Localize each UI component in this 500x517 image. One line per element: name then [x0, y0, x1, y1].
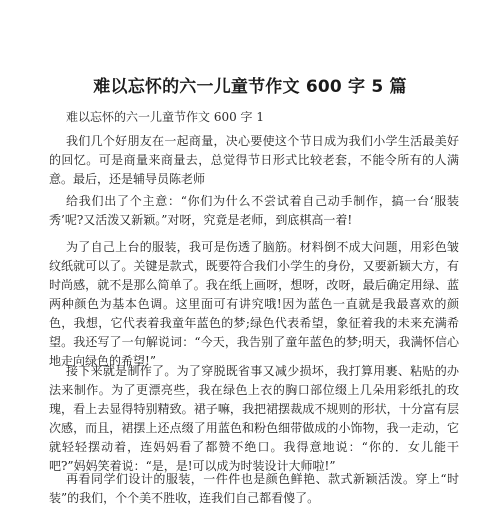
paragraph: 给我们出了个主意：“你们为什么不尝试着自己动手制作，搞一台‘服装秀’呢?又活泼又新颖。”对呀，究竟是老师，到底棋高一着! [49, 194, 459, 227]
document-title: 难以忘怀的六一儿童节作文 600 字 5 篇 [93, 77, 407, 97]
paragraph: 我们几个好朋友在一起商量，决心要使这个节日成为我们小学生活最美好的回忆。可是商量来商量去，总觉得节日形式比较老套，不能令所有的人满意。最后，还是辅导员陈老师 [49, 134, 459, 186]
paragraph: 接下来就是制作了。为了穿脱既省事又减少损坏，我打算用裹、粘贴的办法来制作。为了更漂亮些，我在绿色上衣的胸口部位缀上几朵用彩纸扎的玫瑰，看上去显得特别精致。裙子嘛，我把裙摆裁成不规则的形状，十分富有层次感，而且，裙摆上还点缀了用蓝色和粉色细带做成的小饰物，我一走动，它就轻轻摆动着，连妈妈看了都赞不绝口。我得意地说：“你的．女儿能干吧?”妈妈笑着说：“是，是!可以成为时装设计大师啦!” [49, 364, 459, 473]
paragraph: 再看同学们设计的服装，一件件也是颜色鲜艳、款式新颖活泼。穿上“时装”的我们，个个美不胜收，连我们自己都看傻了。 [49, 472, 459, 505]
essay-subtitle: 难以忘怀的六一儿童节作文 600 字 1 [66, 110, 264, 124]
paragraph: 为了自己上台的服装，我可是伤透了脑筋。材料倒不成大问题，用彩色皱纹纸就可以了。关键是款式，既要符合我们小学生的身份，又要新颖大方，有时尚感，就不是那么简单了。我在纸上画呀，想呀，改呀，最后确定用绿、蓝两种颜色为基本色调。这里面可有讲究哦!因为蓝色一直就是我最喜欢的颜色，我想，它代表着我童年蓝色的梦;绿色代表希望，象征着我的未来充满希望。我还写了一句解说词：“今天，我告别了童年蓝色的梦;明天，我满怀信心地走向绿色的希望!” [49, 240, 459, 368]
